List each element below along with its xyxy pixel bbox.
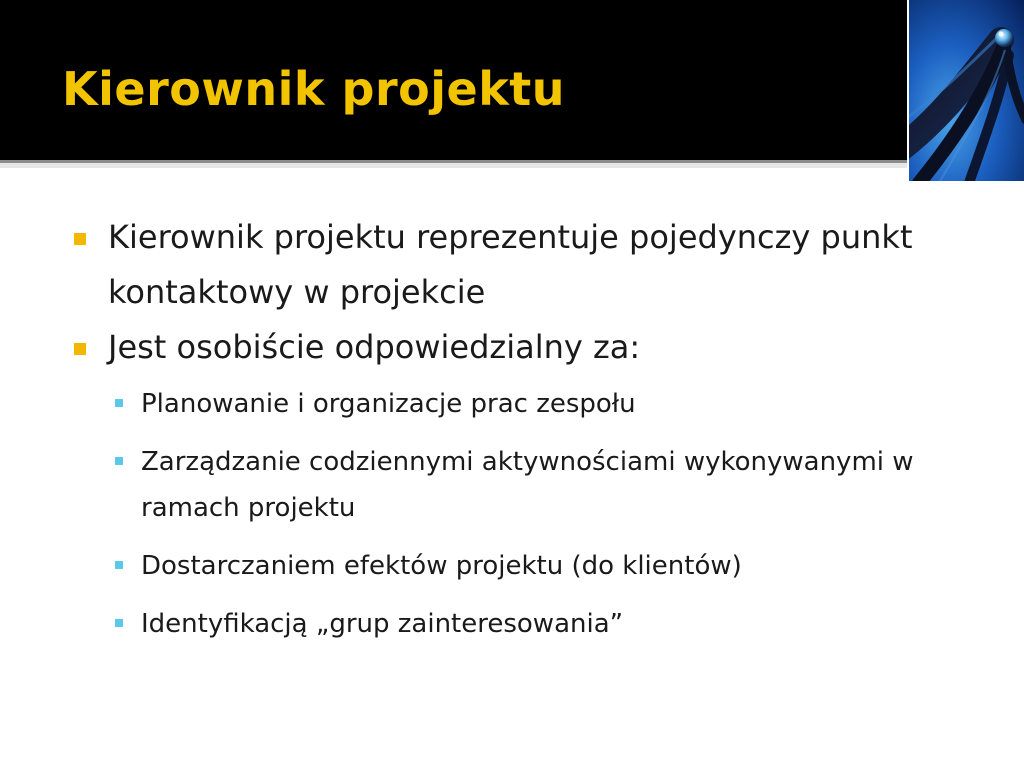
bullet-item (66, 210, 966, 320)
sub-bullet-text: Identyfikacją „grup zainteresowania” (141, 609, 624, 639)
sub-bullet-item (66, 601, 966, 647)
small-square-bullet-icon (115, 619, 123, 627)
sub-bullet-item (66, 543, 966, 589)
blue-abstract-cable-image (909, 0, 1024, 183)
sub-bullet-text: Zarządzanie codziennymi aktywnościami wykonywanymi w ramach projektu (141, 447, 914, 523)
small-square-bullet-icon (115, 561, 123, 569)
sub-bullet-item (66, 439, 966, 531)
slide-title: Kierownik projektu (62, 62, 566, 116)
bullet-item (66, 320, 966, 375)
sub-bullet-item (66, 381, 966, 427)
small-square-bullet-icon (115, 399, 123, 407)
bullet-text: Kierownik projektu reprezentuje pojedynczy punkt kontaktowy w projekcie (108, 218, 913, 311)
sub-bullet-text: Planowanie i organizacje prac zespołu (141, 389, 636, 419)
small-square-bullet-icon (115, 457, 123, 465)
bullet-list (66, 210, 966, 659)
square-bullet-icon (74, 343, 86, 355)
title-bar (0, 0, 1024, 160)
sub-bullet-text: Dostarczaniem efektów projektu (do klientów) (141, 551, 742, 581)
title-divider-light (0, 163, 1024, 168)
corner-decorative-image (907, 0, 1024, 183)
sub-bullet-list (66, 381, 966, 647)
bullet-text: Jest osobiście odpowiedzialny za: (108, 328, 641, 366)
sub-bullet-group (66, 381, 966, 647)
square-bullet-icon (74, 233, 86, 245)
